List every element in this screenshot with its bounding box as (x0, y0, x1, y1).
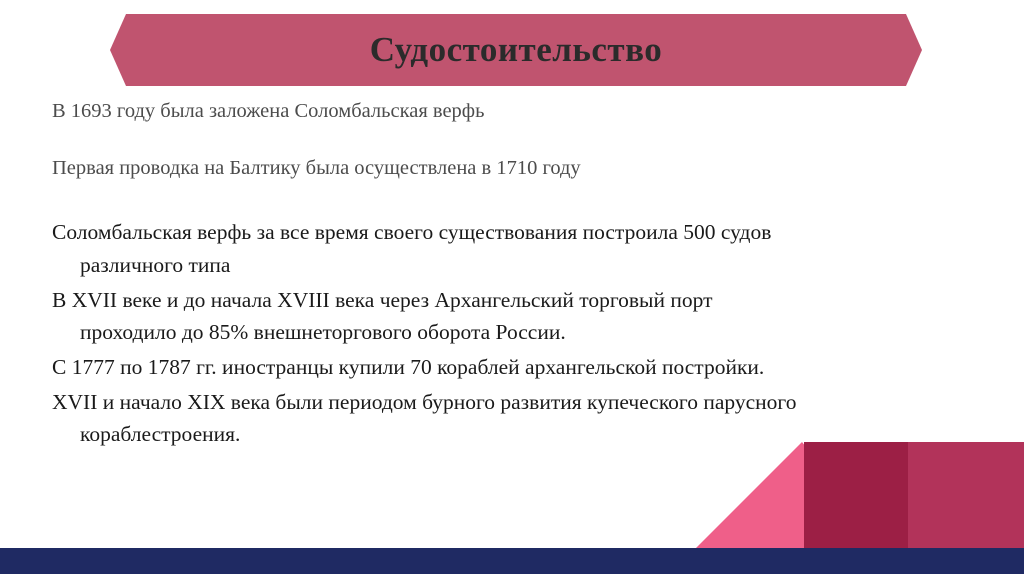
decoration-block-mid (908, 442, 1024, 550)
paragraph-1-first-line: Соломбальская верфь за все время своего существования построила 500 судов (52, 220, 772, 245)
title-banner (110, 14, 922, 86)
paragraph-3 (52, 351, 982, 384)
paragraph-2 (52, 284, 982, 349)
decoration-shapes (694, 432, 1024, 550)
paragraph-2-continuation: проходило до 85% внешнеторгового оборота России. (80, 320, 566, 345)
paragraph-4-first-line: XVII и начало XIX века были периодом бурного развития купеческого парусного (52, 389, 797, 414)
paragraph-1-continuation: различного типа (80, 253, 231, 278)
decoration-triangle-left (694, 442, 802, 550)
lead-line-1: В 1693 году была заложена Соломбальская верфь (52, 100, 485, 122)
paragraph-1 (52, 216, 982, 281)
paragraph-4-continuation: кораблестроения. (80, 422, 241, 447)
slide-body (52, 98, 982, 453)
paragraph-2-first-line: В XVII веке и до начала XVIII века через Архангельский торговый порт (52, 287, 713, 312)
lead-line-2: Первая проводка на Балтику была осуществлена в 1710 году (52, 156, 581, 179)
page-title: Судостоительство (369, 30, 663, 69)
paragraph-3-first-line: С 1777 по 1787 гг. иностранцы купили 70 кораблей архангельской постройки. (52, 355, 765, 380)
bottom-bar (0, 548, 1024, 574)
decoration-block-dark (804, 442, 908, 550)
